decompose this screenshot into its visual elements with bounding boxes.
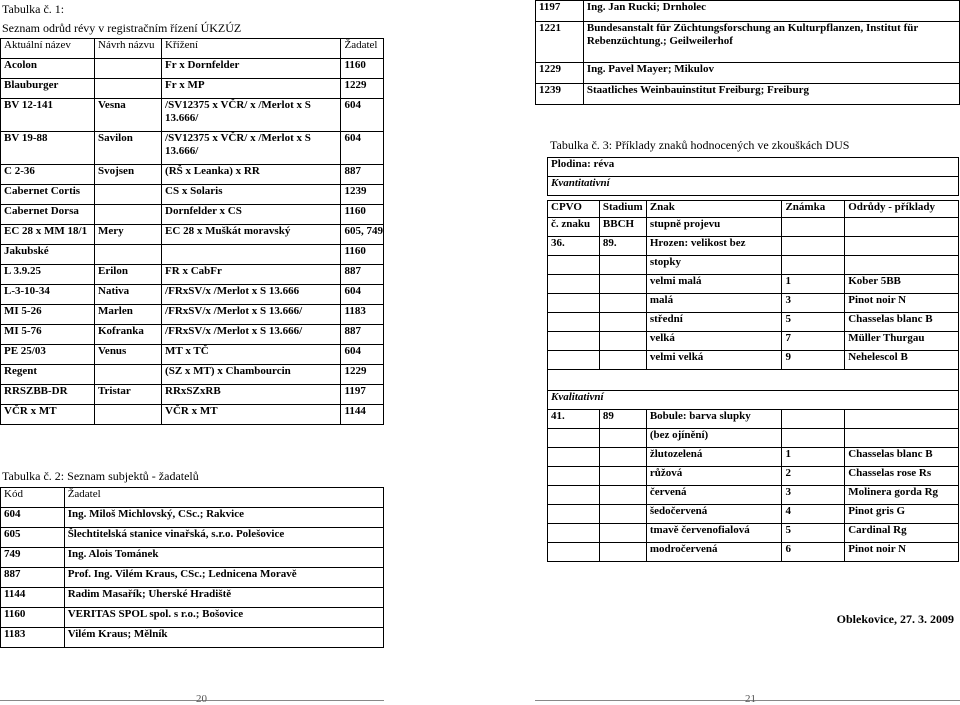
expression-row xyxy=(548,275,959,294)
crossing: VČR x MT xyxy=(162,405,341,425)
proposed-name: Savilon xyxy=(95,132,162,165)
table1-title: Seznam odrůd révy v registračním řízení ÚKZÚZ xyxy=(2,21,242,35)
current-name: PE 25/03 xyxy=(1,345,95,365)
bbch-stage xyxy=(599,486,646,505)
proposed-name: Vesna xyxy=(95,99,162,132)
cpvo-number xyxy=(548,294,600,313)
expression-row xyxy=(548,332,959,351)
proposed-name: Nativa xyxy=(95,285,162,305)
expression-row xyxy=(548,351,959,370)
examples xyxy=(845,237,959,256)
example-variety: Kober 5BB xyxy=(845,275,959,294)
applicant-code: 605 xyxy=(1,528,65,548)
applicant-code: 604 xyxy=(1,508,65,528)
table-row xyxy=(1,385,384,405)
score xyxy=(782,256,845,275)
current-name: RRSZBB-DR xyxy=(1,385,95,405)
current-name: MI 5-26 xyxy=(1,305,95,325)
proposed-name xyxy=(95,59,162,79)
table2-continued xyxy=(535,0,960,105)
trait-row xyxy=(548,429,959,448)
proposed-name: Kofranka xyxy=(95,325,162,345)
table-row xyxy=(1,405,384,425)
proposed-name xyxy=(95,185,162,205)
table-cell xyxy=(548,370,959,391)
applicant-code: 1183 xyxy=(341,305,384,325)
example-variety: Chasselas blanc B xyxy=(845,448,959,467)
crossing: /FRxSV/x /Merlot x S 13.666/ xyxy=(162,305,341,325)
cpvo-number xyxy=(548,429,600,448)
expression-row xyxy=(548,313,959,332)
cpvo-number xyxy=(548,505,600,524)
bbch-stage xyxy=(599,313,646,332)
bbch-stage xyxy=(599,351,646,370)
crossing: MT x TČ xyxy=(162,345,341,365)
example-variety: Chasselas rose Rs xyxy=(845,467,959,486)
crossing: Fr x Dornfelder xyxy=(162,59,341,79)
expression: červená xyxy=(646,486,782,505)
table3-dus-traits xyxy=(547,157,959,562)
crossing: /SV12375 x VČR/ x /Merlot x S 13.666/ xyxy=(162,99,341,132)
cpvo-number xyxy=(548,332,600,351)
table-row xyxy=(1,345,384,365)
expression-row xyxy=(548,486,959,505)
cpvo-number xyxy=(548,351,600,370)
table-row xyxy=(1,365,384,385)
proposed-name: Erilon xyxy=(95,265,162,285)
example-variety: Pinot noir N xyxy=(845,543,959,562)
applicant-code: 1229 xyxy=(536,63,584,84)
score: 7 xyxy=(782,332,845,351)
table2-caption: Tabulka č. 2: Seznam subjektů - žadatelů xyxy=(2,469,199,483)
table-header-row xyxy=(548,218,959,237)
table-row xyxy=(536,63,960,84)
applicant-code: 1221 xyxy=(536,22,584,63)
cpvo-number xyxy=(548,543,600,562)
applicant-code: 1229 xyxy=(341,365,384,385)
score: 9 xyxy=(782,351,845,370)
table-row xyxy=(1,548,384,568)
score xyxy=(782,410,845,429)
section-row xyxy=(548,391,959,410)
applicant-code: 604 xyxy=(341,345,384,365)
table-row xyxy=(1,588,384,608)
crop-row xyxy=(548,158,959,177)
example-variety: Pinot noir N xyxy=(845,294,959,313)
current-name: Blauburger xyxy=(1,79,95,99)
crop-label: Plodina: réva xyxy=(548,158,959,177)
applicant-code: 887 xyxy=(1,568,65,588)
bbch-stage: 89. xyxy=(599,237,646,256)
header-cpvo: CPVO xyxy=(548,201,600,218)
current-name: Cabernet Cortis xyxy=(1,185,95,205)
current-name: Acolon xyxy=(1,59,95,79)
expression: velmi velká xyxy=(646,351,782,370)
trait-row xyxy=(548,256,959,275)
footer-line-left xyxy=(0,700,384,701)
applicant-name: Ing. Pavel Mayer; Mikulov xyxy=(583,63,959,84)
expression: velmi malá xyxy=(646,275,782,294)
table-row xyxy=(1,305,384,325)
table-header-row xyxy=(548,201,959,218)
trait-name: Hrozen: velikost bez xyxy=(646,237,782,256)
proposed-name: Svojsen xyxy=(95,165,162,185)
trait-name: (bez ojínění) xyxy=(646,429,782,448)
applicant-code: 604 xyxy=(341,285,384,305)
score: 1 xyxy=(782,275,845,294)
proposed-name: Marlen xyxy=(95,305,162,325)
applicant-name: Šlechtitelská stanice vinařská, s.r.o. Polešovice xyxy=(64,528,383,548)
header-crossing: Křížení xyxy=(162,39,341,59)
proposed-name: Tristar xyxy=(95,385,162,405)
table-row xyxy=(1,245,384,265)
table-row xyxy=(1,325,384,345)
table-row xyxy=(1,285,384,305)
applicant-code: 1144 xyxy=(341,405,384,425)
crossing: FR x CabFr xyxy=(162,265,341,285)
table-row xyxy=(1,59,384,79)
score: 3 xyxy=(782,486,845,505)
applicant-code: 1160 xyxy=(341,59,384,79)
header-score: Známka xyxy=(782,201,845,218)
crossing: /SV12375 x VČR/ x /Merlot x S 13.666/ xyxy=(162,132,341,165)
header-applicant: Žadatel xyxy=(64,488,383,508)
cpvo-number: 36. xyxy=(548,237,600,256)
spacer-row xyxy=(548,370,959,391)
applicant-code: 1183 xyxy=(1,628,65,648)
crossing: /FRxSV/x /Merlot x S 13.666 xyxy=(162,285,341,305)
score xyxy=(782,429,845,448)
expression-row xyxy=(548,467,959,486)
cpvo-number xyxy=(548,467,600,486)
expression-row xyxy=(548,505,959,524)
page-number-right: 21 xyxy=(745,693,756,705)
proposed-name xyxy=(95,245,162,265)
crossing: (SZ x MT) x Chambourcin xyxy=(162,365,341,385)
applicant-name: Bundesanstalt für Züchtungsforschung an Kulturpflanzen, Institut für Rebenzüchtung.; Geilweilerhof xyxy=(583,22,959,63)
bbch-stage xyxy=(599,505,646,524)
example-variety: Molinera gorda Rg xyxy=(845,486,959,505)
header-applicant: Žadatel xyxy=(341,39,384,59)
applicant-name: Vilém Kraus; Mělník xyxy=(64,628,383,648)
place-date: Oblekovice, 27. 3. 2009 xyxy=(836,612,954,626)
cpvo-number xyxy=(548,313,600,332)
current-name: C 2-36 xyxy=(1,165,95,185)
examples xyxy=(845,256,959,275)
example-variety: Nehelescol B xyxy=(845,351,959,370)
current-name: Cabernet Dorsa xyxy=(1,205,95,225)
current-name: VČR x MT xyxy=(1,405,95,425)
applicant-code: 1144 xyxy=(1,588,65,608)
crossing: RRxSZxRB xyxy=(162,385,341,405)
expression: růžová xyxy=(646,467,782,486)
table-row xyxy=(1,185,384,205)
page-number-left: 20 xyxy=(196,693,207,705)
table-header-row xyxy=(1,39,384,59)
table-row xyxy=(1,508,384,528)
table-row xyxy=(1,265,384,285)
score: 6 xyxy=(782,543,845,562)
applicant-name: Ing. Jan Rucki; Drnholec xyxy=(583,1,959,22)
cpvo-number xyxy=(548,256,600,275)
applicant-name: Staatliches Weinbauinstitut Freiburg; Freiburg xyxy=(583,84,959,105)
example-variety: Pinot gris G xyxy=(845,505,959,524)
trait-name: stopky xyxy=(646,256,782,275)
score: 1 xyxy=(782,448,845,467)
expression: šedočervená xyxy=(646,505,782,524)
score: 2 xyxy=(782,467,845,486)
current-name: L-3-10-34 xyxy=(1,285,95,305)
applicant-code: 1160 xyxy=(341,205,384,225)
expression: tmavě červenofialová xyxy=(646,524,782,543)
proposed-name xyxy=(95,365,162,385)
proposed-name: Mery xyxy=(95,225,162,245)
bbch-stage: 89 xyxy=(599,410,646,429)
header-trait: stupně projevu xyxy=(646,218,782,237)
header-cpvo: č. znaku xyxy=(548,218,600,237)
current-name: MI 5-76 xyxy=(1,325,95,345)
current-name: L 3.9.25 xyxy=(1,265,95,285)
table1-caption: Tabulka č. 1: xyxy=(2,2,65,16)
bbch-stage xyxy=(599,543,646,562)
cpvo-number xyxy=(548,524,600,543)
trait-name: Bobule: barva slupky xyxy=(646,410,782,429)
applicant-code: 1197 xyxy=(536,1,584,22)
table-row xyxy=(1,568,384,588)
applicant-name: Ing. Miloš Michlovský, CSc.; Rakvice xyxy=(64,508,383,528)
current-name: EC 28 x MM 18/1 xyxy=(1,225,95,245)
expression-row xyxy=(548,524,959,543)
applicant-code: 1160 xyxy=(1,608,65,628)
expression: velká xyxy=(646,332,782,351)
table-row xyxy=(1,99,384,132)
score: 4 xyxy=(782,505,845,524)
crossing: /FRxSV/x /Merlot x S 13.666/ xyxy=(162,325,341,345)
examples xyxy=(845,429,959,448)
header-proposed-name: Návrh názvu xyxy=(95,39,162,59)
header-examples xyxy=(845,218,959,237)
crossing: EC 28 x Muškát moravský xyxy=(162,225,341,245)
applicant-code: 1239 xyxy=(536,84,584,105)
applicant-code: 605, 749 xyxy=(341,225,384,245)
applicant-code: 887 xyxy=(341,265,384,285)
example-variety: Chasselas blanc B xyxy=(845,313,959,332)
applicant-name: Prof. Ing. Vilém Kraus, CSc.; Lednicena Moravě xyxy=(64,568,383,588)
trait-row xyxy=(548,237,959,256)
applicant-name: Ing. Alois Tománek xyxy=(64,548,383,568)
table-row xyxy=(536,84,960,105)
example-variety: Cardinal Rg xyxy=(845,524,959,543)
header-score xyxy=(782,218,845,237)
current-name: BV 12-141 xyxy=(1,99,95,132)
bbch-stage xyxy=(599,294,646,313)
section-qualitative: Kvalitativní xyxy=(548,391,959,410)
bbch-stage xyxy=(599,524,646,543)
proposed-name xyxy=(95,79,162,99)
applicant-code: 1160 xyxy=(341,245,384,265)
header-current-name: Aktuální název xyxy=(1,39,95,59)
section-quantitative: Kvantitativní xyxy=(548,177,959,196)
score: 3 xyxy=(782,294,845,313)
applicant-code: 1229 xyxy=(341,79,384,99)
applicant-code: 1197 xyxy=(341,385,384,405)
bbch-stage xyxy=(599,332,646,351)
crossing: CS x Solaris xyxy=(162,185,341,205)
applicant-code: 604 xyxy=(341,99,384,132)
header-stage: Stadium xyxy=(599,201,646,218)
header-trait: Znak xyxy=(646,201,782,218)
trait-row xyxy=(548,410,959,429)
bbch-stage xyxy=(599,467,646,486)
table-header-row xyxy=(1,488,384,508)
cpvo-number xyxy=(548,448,600,467)
table-row xyxy=(536,22,960,63)
example-variety: Müller Thurgau xyxy=(845,332,959,351)
expression: střední xyxy=(646,313,782,332)
current-name: Regent xyxy=(1,365,95,385)
score: 5 xyxy=(782,313,845,332)
table-row xyxy=(1,132,384,165)
bbch-stage xyxy=(599,448,646,467)
applicant-code: 749 xyxy=(1,548,65,568)
table-row xyxy=(1,528,384,548)
applicant-name: Radim Masařík; Uherské Hradiště xyxy=(64,588,383,608)
score xyxy=(782,237,845,256)
applicant-name: VERITAS SPOL spol. s r.o.; Bošovice xyxy=(64,608,383,628)
section-row xyxy=(548,177,959,196)
header-code: Kód xyxy=(1,488,65,508)
cpvo-number xyxy=(548,486,600,505)
expression: žlutozelená xyxy=(646,448,782,467)
bbch-stage xyxy=(599,429,646,448)
applicant-code: 604 xyxy=(341,132,384,165)
header-examples: Odrůdy - příklady xyxy=(845,201,959,218)
applicant-code: 1239 xyxy=(341,185,384,205)
bbch-stage xyxy=(599,256,646,275)
table3-caption: Tabulka č. 3: Příklady znaků hodnocených ve zkouškách DUS xyxy=(550,138,850,152)
table-row xyxy=(1,79,384,99)
header-stage: BBCH xyxy=(599,218,646,237)
table-row xyxy=(1,628,384,648)
table2-applicants xyxy=(0,487,384,648)
table-row xyxy=(1,608,384,628)
expression: modročervená xyxy=(646,543,782,562)
applicant-code: 887 xyxy=(341,165,384,185)
expression-row xyxy=(548,448,959,467)
crossing xyxy=(162,245,341,265)
crossing: (RŠ x Leanka) x RR xyxy=(162,165,341,185)
table-row xyxy=(536,1,960,22)
score: 5 xyxy=(782,524,845,543)
expression-row xyxy=(548,294,959,313)
proposed-name: Venus xyxy=(95,345,162,365)
table-row xyxy=(1,225,384,245)
current-name: Jakubské xyxy=(1,245,95,265)
table-row xyxy=(1,165,384,185)
cpvo-number: 41. xyxy=(548,410,600,429)
cpvo-number xyxy=(548,275,600,294)
expression: malá xyxy=(646,294,782,313)
current-name: BV 19-88 xyxy=(1,132,95,165)
bbch-stage xyxy=(599,275,646,294)
examples xyxy=(845,410,959,429)
applicant-code: 887 xyxy=(341,325,384,345)
proposed-name xyxy=(95,205,162,225)
expression-row xyxy=(548,543,959,562)
table-row xyxy=(1,205,384,225)
table1-varieties xyxy=(0,38,384,425)
crossing: Fr x MP xyxy=(162,79,341,99)
proposed-name xyxy=(95,405,162,425)
crossing: Dornfelder x CS xyxy=(162,205,341,225)
